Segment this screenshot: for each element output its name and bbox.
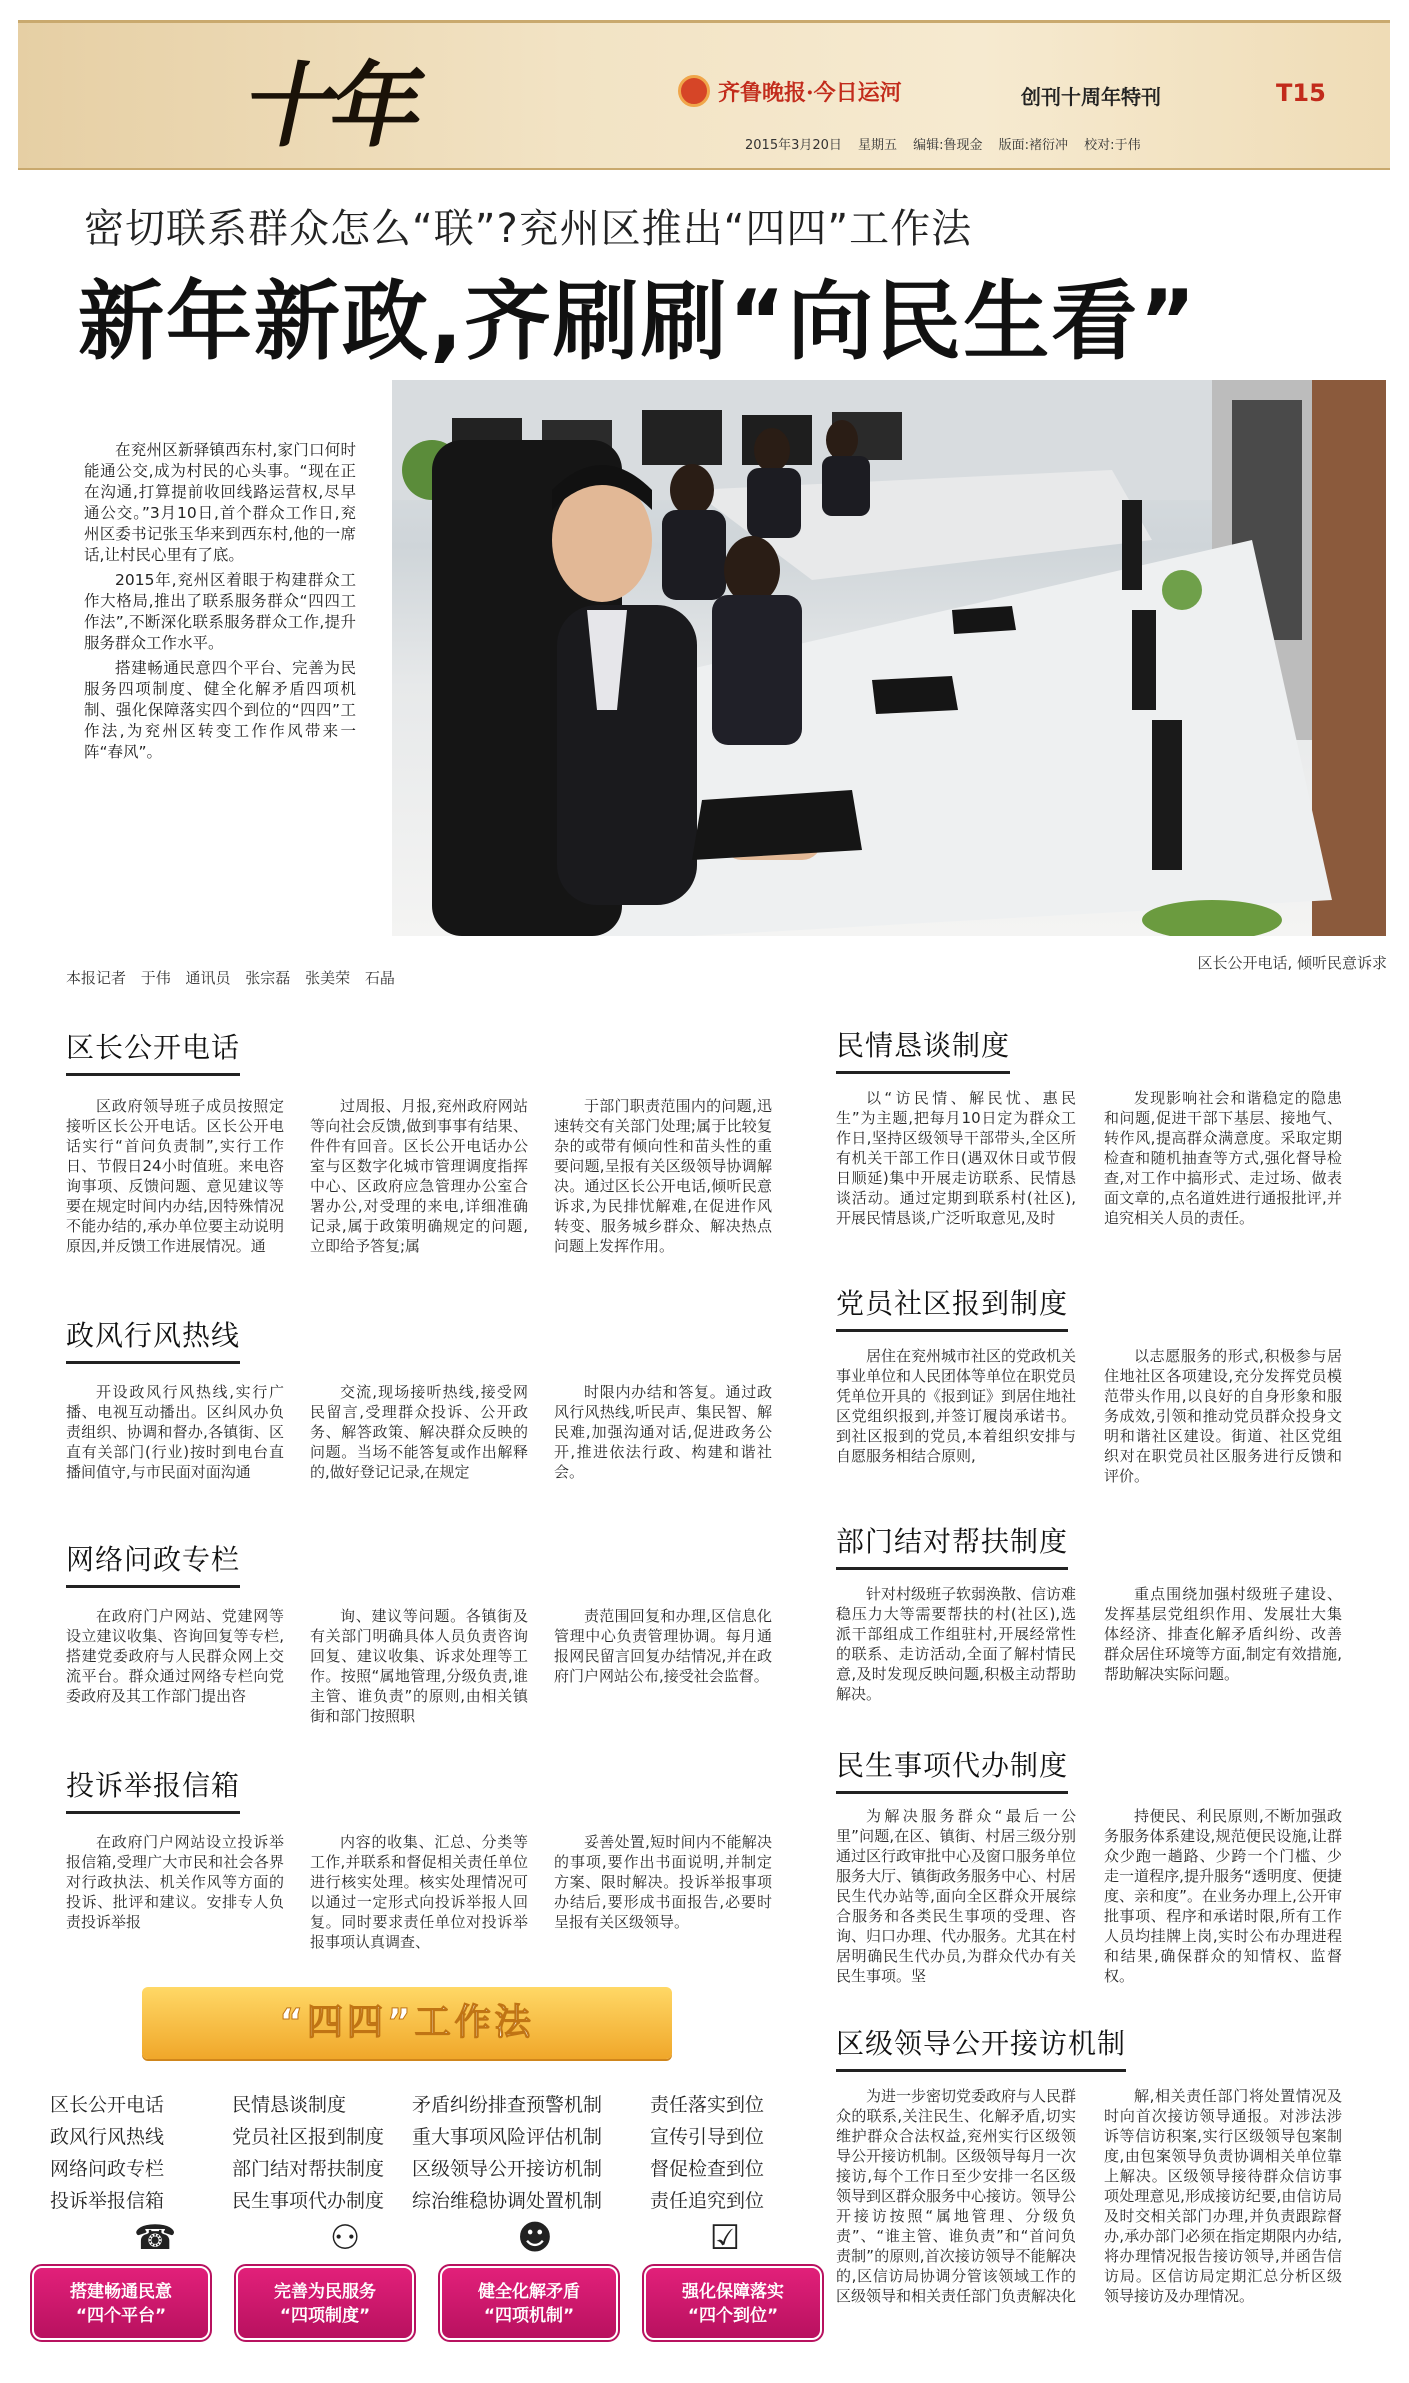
paper-mark-icon [678, 75, 710, 107]
method-item: 部门结对帮扶制度 [232, 2158, 385, 2180]
article-headline: 新年新政,齐刷刷“向民生看” [78, 272, 1198, 372]
pairing-col-1 [836, 1584, 1076, 1704]
online-col-3 [554, 1606, 772, 1686]
online-col-2 [310, 1606, 528, 1726]
paragraph: 内容的收集、汇总、分类等工作,并联系和督促相关责任单位进行核实处理。核实处理情况可以通过一定形式向投诉举报人回复。同时要求责任单位对投诉举报事项认真调查、 [310, 1833, 528, 1951]
paragraph: 为进一步密切党委政府与人民群众的联系,关注民生、化解矛盾,切实维护群众合法权益,兖州实行区级领导公开接访机制。区级领导每月一次接访,每个工作日至少安排一名区级领导到区群众服务中心接访。领导公开接访按照“属地管理、分级负责”、“谁主管、谁负责”和“首问负责制”的原则,首次接访领导不能解决的,区信访局协调分管该领域工作的区级领导和相关责任部门负责解决化 [836, 2087, 1077, 2305]
paragraph: 解,相关责任部门将处置情况及时向首次接访领导通报。对涉法涉诉等信访积案,实行区级领导包案制度,由包案领导负责协调相关单位靠上解决。区级领导接待群众信访事项处理意见,形成接访纪要,由信访局及时交相关部门办理,并负责跟踪督办,承办部门必须在指定期限内办结,将办理情况报告接访领导,并函告信访局。区信访局定期汇总分析区级领导接访及办理情况。 [1104, 2087, 1342, 2305]
method-item: 民情恳谈制度 [232, 2094, 347, 2116]
online-col-1 [66, 1606, 284, 1706]
hotline-col-1 [66, 1382, 284, 1482]
party-col-1 [836, 1346, 1076, 1466]
method-item: 宣传引导到位 [650, 2126, 765, 2148]
phone-col-1 [66, 1096, 284, 1256]
method-item: 党员社区报到制度 [232, 2126, 385, 2148]
reception-col-1 [836, 2086, 1076, 2306]
method-item: 重大事项风险评估机制 [412, 2126, 603, 2148]
paragraph: 发现影响社会和谐稳定的隐患和问题,促进干部下基层、接地气、转作风,提高群众满意度。采取定期检查和随机抽查等方式,强化督导检查,对工作中搞形式、走过场、做表面文章的,点名道姓进行通报批评,并追究相关人员的责任。 [1104, 1089, 1342, 1227]
paper-name: 齐鲁晚报·今日运河 [718, 79, 902, 106]
method-tag [32, 2266, 210, 2340]
tag-line-1: 强化保障落实 [682, 2282, 784, 2302]
tag-line-2: “四个到位” [687, 2306, 779, 2326]
check-icon: ☑ [709, 2218, 741, 2258]
section-title-hotline: 政风行风热线 [66, 1314, 240, 1354]
method-tags [32, 2266, 822, 2340]
tag-line-2: “四项机制” [483, 2306, 575, 2326]
paragraph: 在政府门户网站、党建网等设立建议收集、咨询回复等专栏,搭建党委政府与人民群众网上交流平台。群众通过网络专栏向党委政府及其工作部门提出咨 [66, 1607, 284, 1705]
method-icons [60, 2218, 820, 2258]
method-item: 投诉举报信箱 [50, 2190, 165, 2212]
paragraph: 重点围绕加强村级班子建设、发挥基层党组织作用、发展壮大集体经济、排查化解矛盾纠纷、改善群众居住环境等方面,制定有效措施,帮助解决实际问题。 [1104, 1585, 1342, 1683]
call-center-photo [392, 380, 1386, 936]
method-item: 督促检查到位 [650, 2158, 765, 2180]
paragraph: 询、建议等问题。各镇街及有关部门明确具体人员负责咨询回复、建议收集、诉求处理等工作。按照“属地管理,分级负责,谁主管、谁负责”的原则,由相关镇街和部门按照职 [310, 1607, 528, 1725]
section-title-party: 党员社区报到制度 [836, 1282, 1068, 1322]
method-tag [644, 2266, 822, 2340]
group-icon: ☻ [517, 2218, 553, 2258]
method-item: 责任追究到位 [650, 2190, 765, 2212]
pairing-col-2 [1104, 1584, 1342, 1684]
lead-paragraph: 搭建畅通民意四个平台、完善为民服务四项制度、健全化解矛盾四项机制、强化保障落实四个到位的“四四”工作法,为兖州区转变工作作风带来一阵“春风”。 [84, 659, 356, 761]
paragraph: 居住在兖州城市社区的党政机关事业单位和人民团体等单位在职党员凭单位开具的《报到证》到居住地社区党组织报到,并签订履岗承诺书。到社区报到的党员,本着组织安排与自愿服务相结合原则, [836, 1347, 1077, 1465]
section-title-phone: 区长公开电话 [66, 1026, 240, 1066]
article-photo [392, 380, 1386, 936]
lead-paragraph: 在兖州区新驿镇西东村,家门口何时能通公交,成为村民的心头事。“现在正在沟通,打算提前收回线路运营权,尽早通公交。”3月10日,首个群众工作日,兖州区委书记张玉华来到西东村,他的一席话,让村民心里有了底。 [84, 441, 356, 564]
article-lead [84, 440, 356, 767]
issue-meta: 2015年3月20日 星期五 编辑:鲁现金 版面:褚衍冲 校对:于伟 [745, 138, 1141, 153]
tag-line-2: “四个平台” [75, 2306, 167, 2326]
method-grid [50, 2090, 810, 2213]
paragraph: 责范围回复和办理,区信息化管理中心负责管理协调。每月通报网民留言回复办结情况,并在政府门户网站公布,接受社会监督。 [554, 1607, 772, 1685]
complaint-col-2 [310, 1832, 528, 1952]
hotline-col-2 [310, 1382, 528, 1482]
paragraph: 于部门职责范围内的问题,迅速转交有关部门处理;属于比较复杂的或带有倾向性和苗头性的重要问题,呈报有关区级领导协调解决。通过区长公开电话,倾听民意诉求,为民排忧解难,在促进作风转变、服务城乡群众、解决热点问题上发挥作用。 [554, 1097, 772, 1255]
method-item: 区级领导公开接访机制 [412, 2158, 603, 2180]
phone-col-2 [310, 1096, 528, 1256]
article-subhead: 密切联系群众怎么“联”?兖州区推出“四四”工作法 [84, 206, 973, 252]
complaint-col-1 [66, 1832, 284, 1932]
section-title-complaint: 投诉举报信箱 [66, 1764, 240, 1804]
section-title-agent: 民生事项代办制度 [836, 1744, 1068, 1784]
photo-caption: 区长公开电话, 倾听民意诉求 [1197, 954, 1387, 972]
paper-logo [678, 75, 902, 107]
tag-line-1: 搭建畅通民意 [70, 2282, 172, 2302]
method-item: 区长公开电话 [50, 2094, 165, 2116]
method-title: “四四”工作法 [142, 1987, 672, 2059]
byline: 本报记者 于伟 通讯员 张宗磊 张美荣 石晶 [66, 969, 395, 987]
agent-col-2 [1104, 1806, 1342, 1986]
paragraph: 针对村级班子软弱涣散、信访难稳压力大等需要帮扶的村(社区),选派干部组成工作组驻村,开展经常性的联系、走访活动,全面了解村情民意,及时发现反映问题,积极主动帮助解决。 [836, 1585, 1077, 1703]
method-item: 综治维稳协调处置机制 [412, 2190, 603, 2212]
method-item: 政风行风热线 [50, 2126, 165, 2148]
section-title-online: 网络问政专栏 [66, 1538, 240, 1578]
section-title-talks: 民情恳谈制度 [836, 1024, 1010, 1064]
phone-col-3 [554, 1096, 772, 1256]
talks-col-2 [1104, 1088, 1342, 1228]
method-item: 网络问政专栏 [50, 2158, 165, 2180]
tag-line-1: 健全化解矛盾 [478, 2282, 580, 2302]
paragraph: 为解决服务群众“最后一公里”问题,在区、镇街、村居三级分别通过区行政审批中心及窗口服务单位服务大厅、镇街政务服务中心、村居民生代办站等,面向全区群众开展综合服务和各类民生事项的受理、咨询、归口办理、代办服务。尤其在村居明确民生代办员,为群众代办有关民生事项。坚 [836, 1807, 1077, 1985]
complaint-col-3 [554, 1832, 772, 1932]
lead-paragraph: 2015年,兖州区着眼于构建群众工作大格局,推出了联系服务群众“四四工作法”,不断深化联系服务群众工作,提升服务群众工作水平。 [84, 571, 356, 652]
agent-col-1 [836, 1806, 1076, 1986]
paragraph: 持便民、利民原则,不断加强政务服务体系建设,规范便民设施,让群众少跑一趟路、少跨一个门槛、少走一道程序,提升服务“透明度、便捷度、亲和度”。在业务办理上,公开审批事项、程序和承诺时限,所有工作人员均挂牌上岗,实时公布办理进程和结果,确保群众的知情权、监督权。 [1104, 1807, 1342, 1985]
hotline-col-3 [554, 1382, 772, 1482]
phone-icon: ☎ [133, 2218, 177, 2258]
paragraph: 过周报、月报,兖州政府网站等向社会反馈,做到事事有结果、件件有回音。区长公开电话办公室与区数字化城市管理调度指挥中心、区政府应急管理办公室合署办公,对受理的来电,详细准确记录,属于政策明确规定的问题,立即给予答复;属 [310, 1097, 528, 1255]
page-banner [18, 20, 1390, 170]
section-title-pairing: 部门结对帮扶制度 [836, 1520, 1068, 1560]
people-icon: ⚇ [329, 2218, 361, 2258]
method-item: 矛盾纠纷排查预警机制 [412, 2094, 603, 2116]
special-issue-label: 创刊十周年特刊 [1021, 85, 1161, 109]
method-item: 民生事项代办制度 [232, 2190, 385, 2212]
page-number: T15 [1276, 79, 1326, 107]
paragraph: 交流,现场接听热线,接受网民留言,受理群众投诉、公开政务、解答政策、解决群众反映的问题。当场不能答复或作出解释的,做好登记记录,在规定 [310, 1383, 528, 1481]
paragraph: 在政府门户网站设立投诉举报信箱,受理广大市民和社会各界对行政执法、机关作风等方面的投诉、批评和建议。安排专人负责投诉举报 [66, 1833, 284, 1931]
tag-line-1: 完善为民服务 [274, 2282, 376, 2302]
method-tag [236, 2266, 414, 2340]
method-item: 责任落实到位 [650, 2094, 765, 2116]
reception-col-2 [1104, 2086, 1342, 2306]
section-title-reception: 区级领导公开接访机制 [836, 2022, 1126, 2062]
talks-col-1 [836, 1088, 1076, 1228]
paragraph: 区政府领导班子成员按照定接听区长公开电话。区长公开电话实行“首问负责制”,实行工作日、节假日24小时值班。来电咨询事项、反馈问题、意见建议等要在规定时间内办结,因特殊情况不能办结的,承办单位要主动说明原因,并反馈工作进展情况。通 [66, 1097, 284, 1255]
paragraph: 开设政风行风热线,实行广播、电视互动播出。区纠风办负责组织、协调和督办,各镇街、区直有关部门(行业)按时到电台直播间值守,与市民面对面沟通 [66, 1383, 284, 1481]
paragraph: 以志愿服务的形式,积极参与居住地社区各项建设,充分发挥党员模范带头作用,以良好的自身形象和服务成效,引领和推动党员群众投身文明和谐社区建设。街道、社区党组织对在职党员社区服务进行反馈和评价。 [1104, 1347, 1342, 1485]
tag-line-2: “四项制度” [279, 2306, 371, 2326]
paragraph: 妥善处置,短时间内不能解决的事项,要作出书面说明,并制定方案、限时解决。投诉举报事项办结后,要形成书面报告,必要时呈报有关区级领导。 [554, 1833, 772, 1931]
method-tag [440, 2266, 618, 2340]
paragraph: 以“访民情、解民忧、惠民生”为主题,把每月10日定为群众工作日,坚持区级领导干部带头,全区所有机关干部工作日(遇双休日或节假日顺延)集中开展走访联系、民情恳谈活动。通过定期到联系村(社区),开展民情恳谈,广泛听取意见,及时 [836, 1089, 1076, 1227]
paragraph: 时限内办结和答复。通过政风行风热线,听民声、集民智、解民难,加强沟通对话,促进政务公开,推进依法行政、构建和谐社会。 [554, 1383, 772, 1481]
party-col-2 [1104, 1346, 1342, 1486]
ten-years-logo: 十年 [235, 52, 431, 160]
